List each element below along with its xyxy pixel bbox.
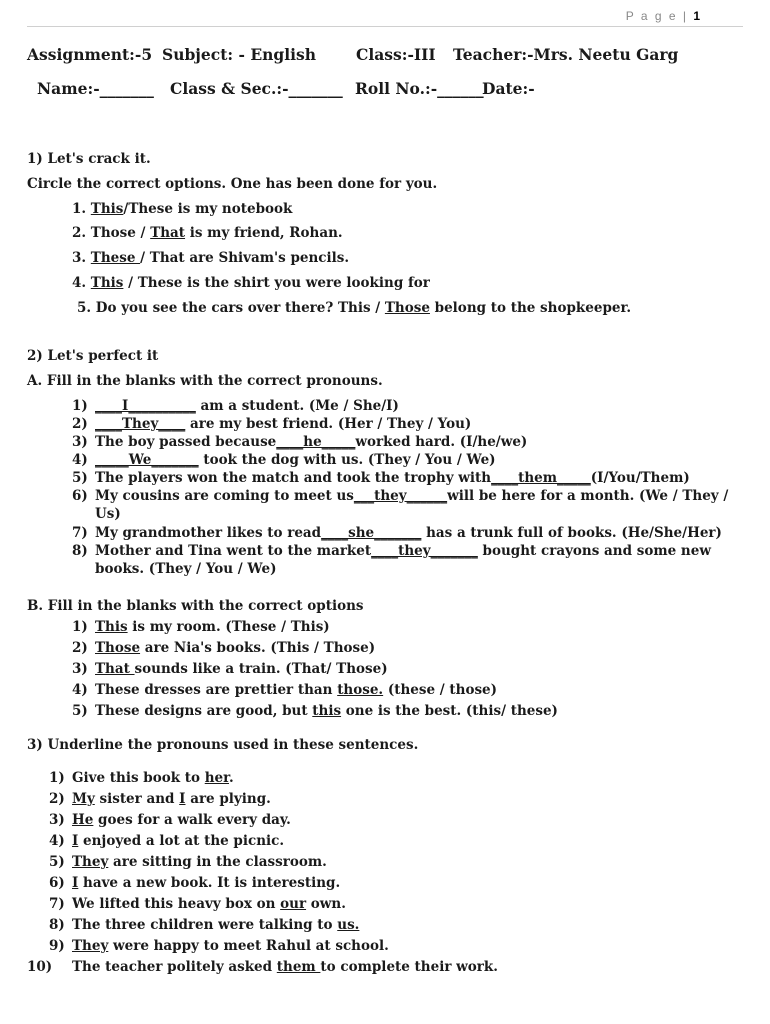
item-text: The three children were talking to — [72, 917, 338, 933]
item-number: 1) — [49, 770, 65, 786]
item-text: sounds like a train. (That/ Those) — [134, 661, 388, 677]
section-3-item — [49, 833, 284, 849]
item-number: 5) — [49, 854, 65, 870]
pronoun-underlined: They — [72, 854, 109, 870]
pronoun-underlined: I — [72, 833, 79, 849]
section-3-item — [49, 854, 327, 870]
item-text: is my friend, Rohan. — [185, 225, 343, 241]
name-field: Name:-_______ — [37, 79, 154, 98]
item-text: one is the best. (this/ these) — [341, 703, 558, 719]
pronoun-underlined: My — [72, 791, 95, 807]
item-number: 4) — [72, 452, 88, 468]
teacher-label: Teacher:-Mrs. Neetu Garg — [453, 45, 679, 64]
item-text: enjoyed a lot at the picnic. — [78, 833, 285, 849]
item-text: own. — [306, 896, 346, 912]
answer-blank: ____they_______ — [371, 543, 478, 559]
section-3-item — [49, 938, 389, 954]
item-number: 5) — [72, 703, 88, 719]
answer-underlined: This — [90, 201, 124, 217]
item-text: (these / those) — [383, 682, 498, 698]
answer-blank: ___they______ — [353, 488, 448, 504]
item-number: 8) — [72, 543, 88, 559]
item-text: /These is my notebook — [123, 201, 293, 217]
item-text: 2. Those / — [72, 225, 151, 241]
date-field: Date:- — [482, 79, 535, 98]
item-text: / That are Shivam's pencils. — [140, 250, 350, 266]
answer-blank: ____They____ — [95, 416, 186, 432]
answer-blank: ____she_______ — [321, 525, 422, 541]
item-text: The teacher politely asked — [72, 959, 277, 975]
section-3-item — [49, 875, 340, 891]
item-text: goes for a walk every day. — [93, 812, 291, 828]
item-text: These dresses are prettier than — [95, 682, 338, 698]
answer-underlined: Those — [95, 640, 141, 656]
item-text: Us) — [95, 506, 121, 522]
section-2b-item — [72, 682, 497, 698]
section-1-title: 1) Let's crack it. — [27, 151, 151, 167]
section-2a-item — [72, 488, 728, 504]
item-text: 4. — [72, 275, 91, 291]
item-number: 5) — [72, 470, 88, 486]
item-number: 3) — [72, 661, 88, 677]
pronoun-underlined: them — [276, 959, 321, 975]
answer-underlined: those. — [337, 682, 384, 698]
section-2-title: 2) Let's perfect it — [27, 348, 159, 364]
section-1-instruction: Circle the correct options. One has been done for you. — [27, 176, 438, 192]
pronoun-underlined: They — [72, 938, 109, 954]
item-text: 5. Do you see the cars over there? This / — [77, 300, 385, 316]
assignment-label: Assignment:-5 — [27, 45, 153, 64]
section-2b-item — [72, 619, 330, 635]
roll-no-field: Roll No.:-______ — [355, 79, 484, 98]
item-number: 7) — [49, 896, 65, 912]
item-number: 10) — [27, 959, 53, 975]
section-1-item — [72, 201, 292, 217]
item-text: sister and — [94, 791, 180, 807]
item-text: The players won the match and took the trophy with — [95, 470, 492, 486]
section-1-item — [72, 225, 343, 241]
section-1-item — [72, 250, 349, 266]
pronoun-underlined: her — [204, 770, 229, 786]
item-text: We lifted this heavy box on — [72, 896, 281, 912]
section-2a-item — [72, 561, 276, 577]
section-2b-instruction: B. Fill in the blanks with the correct options — [27, 598, 364, 614]
item-number: 1) — [72, 619, 88, 635]
item-text: have a new book. It is interesting. — [78, 875, 341, 891]
header-rule — [27, 26, 743, 27]
item-number: 3) — [49, 812, 65, 828]
item-text: These designs are good, but — [95, 703, 313, 719]
item-text: / These is the shirt you were looking for — [123, 275, 430, 291]
section-3-title: 3) Underline the pronouns used in these sentences. — [27, 737, 419, 753]
answer-underlined: That — [95, 661, 135, 677]
answer-blank: ____I__________ — [95, 398, 196, 414]
item-text: (I/You/Them) — [590, 470, 690, 486]
item-text: has a trunk full of books. (He/She/Her) — [421, 525, 722, 541]
item-text: will be here for a month. (We / They / — [447, 488, 729, 504]
class-label: Class:-III — [356, 45, 436, 64]
section-3-item — [49, 917, 359, 933]
item-text: books. (They / You / We) — [95, 561, 277, 577]
item-text: 3. — [72, 250, 91, 266]
section-2b-item — [72, 703, 558, 719]
pronoun-underlined: our — [280, 896, 307, 912]
section-2a-item — [72, 452, 496, 468]
item-text: Give this book to — [72, 770, 205, 786]
item-text: My cousins are coming to meet us — [95, 488, 354, 504]
page-number-value: 1 — [693, 9, 700, 23]
section-2a-item — [72, 543, 711, 559]
item-text: are plying. — [185, 791, 271, 807]
item-text: belong to the shopkeeper. — [429, 300, 632, 316]
item-number: 9) — [49, 938, 65, 954]
item-text: The boy passed because — [95, 434, 277, 450]
item-text: worked hard. (I/he/we) — [355, 434, 528, 450]
item-text: Mother and Tina went to the market — [95, 543, 372, 559]
page-label: P a g e | — [625, 9, 688, 23]
item-number: 8) — [49, 917, 65, 933]
answer-underlined: This — [90, 275, 124, 291]
section-2a-item — [72, 398, 399, 414]
answer-blank: _____We_______ — [95, 452, 199, 468]
answer-underlined: Those — [384, 300, 430, 316]
item-number: 4) — [49, 833, 65, 849]
item-text: bought crayons and some new — [477, 543, 711, 559]
item-text: took the dog with us. (They / You / We) — [198, 452, 496, 468]
item-text: are my best friend. (Her / They / You) — [185, 416, 472, 432]
item-number: 2) — [72, 416, 88, 432]
item-text: are sitting in the classroom. — [108, 854, 327, 870]
answer-underlined: this — [312, 703, 342, 719]
item-number: 6) — [49, 875, 65, 891]
item-number: 1) — [72, 398, 88, 414]
section-2a-item — [72, 525, 722, 541]
item-number: 6) — [72, 488, 88, 504]
section-3-item — [49, 896, 346, 912]
item-text: am a student. (Me / She/I) — [195, 398, 399, 414]
item-text: . — [229, 770, 234, 786]
section-3-item — [49, 791, 271, 807]
page-number — [626, 9, 700, 23]
pronoun-underlined: I — [179, 791, 186, 807]
pronoun-underlined: He — [72, 812, 94, 828]
item-text: My grandmother likes to read — [95, 525, 322, 541]
item-number: 2) — [49, 791, 65, 807]
answer-underlined: This — [95, 619, 128, 635]
answer-blank: ____them_____ — [491, 470, 591, 486]
item-number: 7) — [72, 525, 88, 541]
section-3-item — [49, 770, 234, 786]
section-2a-item — [72, 416, 471, 432]
item-text: are Nia's books. (This / Those) — [140, 640, 376, 656]
item-text: 1. — [72, 201, 91, 217]
section-2a-item — [72, 470, 690, 486]
subject-label: Subject: - English — [162, 45, 317, 64]
item-text: were happy to meet Rahul at school. — [108, 938, 389, 954]
item-text: to complete their work. — [320, 959, 498, 975]
section-3-item — [49, 812, 291, 828]
section-2b-item — [72, 640, 375, 656]
section-3-item — [27, 959, 498, 975]
pronoun-underlined: I — [72, 875, 79, 891]
answer-underlined: These — [90, 250, 141, 266]
section-2b-item — [72, 661, 388, 677]
section-2a-instruction: A. Fill in the blanks with the correct pronouns. — [27, 373, 383, 389]
class-sec-field: Class & Sec.:-_______ — [170, 79, 343, 98]
item-number: 4) — [72, 682, 88, 698]
answer-blank: ____he_____ — [276, 434, 356, 450]
item-number: 3) — [72, 434, 88, 450]
item-text: is my room. (These / This) — [127, 619, 330, 635]
section-1-item — [77, 300, 631, 316]
item-number: 2) — [72, 640, 88, 656]
answer-underlined: That — [150, 225, 186, 241]
section-2a-item — [72, 434, 527, 450]
section-1-item — [72, 275, 430, 291]
pronoun-underlined: us. — [337, 917, 360, 933]
section-2a-item — [72, 506, 121, 522]
